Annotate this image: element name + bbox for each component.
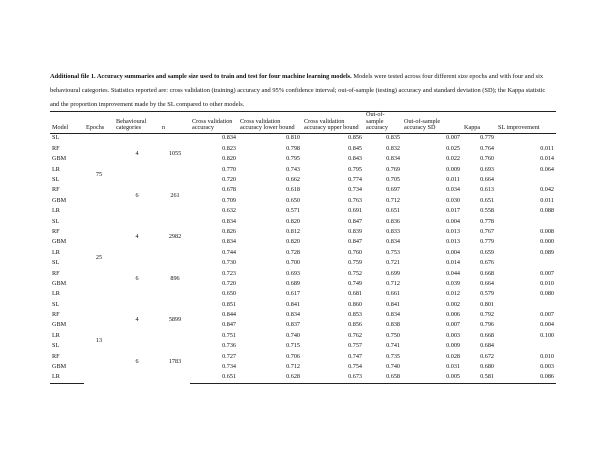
cell-cv-accuracy: 0.720 [222,176,236,183]
header-cv-accuracy: Cross validation accuracy [190,112,238,134]
cell-cv-lower: 0.812 [286,227,300,235]
cell-cv-upper: 0.747 [348,352,362,360]
cell-cv-upper: 0.856 [348,321,362,329]
cell-cv-lower: 0.820 [286,217,300,225]
cell-oos-sd: 0.034 [446,186,460,194]
cell-oos-accuracy: 0.697 [386,186,400,194]
cell-model: LR [52,207,60,215]
cell-cv-upper: 0.845 [348,144,362,152]
cell-kappa: 0.792 [480,311,494,319]
cell-oos-sd: 0.017 [446,207,460,215]
cell-oos-sd: 0.039 [446,279,460,287]
cell-cv-lower: 0.795 [286,155,300,163]
cell-kappa: 0.672 [480,352,494,360]
cell-categories: 6 [135,358,139,366]
cell-oos-sd: 0.022 [446,155,460,163]
cell-model: GBM [52,279,67,287]
cell-model: SL [52,176,60,183]
cell-model: RF [52,352,60,360]
cell-cv-upper: 0.774 [348,176,362,183]
header-n: n [160,112,190,134]
cell-cv-accuracy: 0.651 [190,372,238,383]
header-cv-lower: Cross validation accuracy lower bound [238,112,302,134]
cell-kappa: 0.664 [480,176,494,183]
cell-kappa: 0.558 [480,207,494,215]
cell-model: SL [52,259,60,267]
cell-oos-accuracy: 0.651 [386,207,400,215]
caption-text: Models were tested across four different size epochs and with four and six behavioural categories. Statistics reported are: cross validation (training) accuracy and 95% confidence interval; out-of-sample (testing) accuracy and standard deviation (SD); the Kappa statistic and the proportion improvement made by the SL compared to other models. [50,73,546,108]
cell-cv-lower: 0.628 [238,372,302,383]
cell-model: GBM [52,155,67,163]
cell-cv-accuracy: 0.820 [222,155,236,163]
cell-sl-improvement [496,175,556,185]
cell-cv-lower: 0.837 [286,321,300,329]
cell-cv-accuracy: 0.730 [222,259,236,267]
cell-cv-upper: 0.754 [348,363,362,371]
cell-cv-upper: 0.757 [348,342,362,350]
cell-cv-accuracy: 0.834 [222,134,236,142]
cell-sl-improvement: 0.086 [496,372,556,383]
cell-cv-upper: 0.847 [348,217,362,225]
accuracy-table [50,111,556,384]
cell-cv-lower: 0.743 [286,165,300,173]
cell-cv-accuracy: 0.844 [222,311,236,319]
cell-cv-lower: 0.571 [286,207,300,215]
cell-cv-accuracy: 0.632 [222,207,236,215]
cell-categories: 4 [135,150,139,158]
header-epochs: Epochs [84,112,114,134]
cell-model: GBM [52,363,67,371]
cell-model: LR [52,331,60,339]
cell-sl-improvement: 0.008 [540,227,554,235]
cell-oos-accuracy: 0.832 [386,144,400,152]
cell-cv-accuracy: 0.847 [222,321,236,329]
cell-categories: 6 [135,191,139,199]
table-row [50,133,556,144]
cell-oos-sd: 0.014 [446,259,460,267]
cell-model: LR [50,372,84,383]
cell-n: 5899 [168,316,182,324]
cell-model: GBM [52,196,67,204]
cell-sl-improvement [496,258,556,268]
cell-oos-accuracy: 0.753 [386,248,400,256]
cell-cv-lower: 0.820 [286,238,300,246]
cell-epochs: 25 [95,253,103,261]
cell-oos-accuracy: 0.838 [386,321,400,329]
cell-kappa: 0.668 [480,331,494,339]
cell-model: LR [52,290,60,298]
header-sl-improvement: SL improvement [496,112,556,134]
cell-oos-accuracy: 0.740 [386,363,400,371]
cell-cv-upper: 0.752 [348,269,362,277]
cell-cv-upper: 0.760 [348,248,362,256]
cell-sl-improvement: 0.011 [540,196,554,204]
cell-cv-upper: 0.843 [348,155,362,163]
table-body [50,133,556,383]
cell-sl-improvement: 0.003 [540,363,554,371]
table-row [50,217,556,227]
cell-oos-accuracy: 0.836 [386,217,400,225]
table-row [50,258,556,268]
cell-categories: 4 [135,316,139,324]
cell-kappa: 0.693 [480,165,494,173]
cell-cv-upper: 0.853 [348,311,362,319]
cell-sl-improvement: 0.088 [540,207,554,215]
cell-cv-accuracy: 0.650 [222,290,236,298]
cell-sl-improvement: 0.007 [540,269,554,277]
cell-kappa: 0.664 [480,279,494,287]
cell-sl-improvement: 0.064 [540,165,554,173]
cell-cv-lower: 0.618 [286,186,300,194]
cell-cv-lower: 0.662 [286,176,300,183]
table-row [50,300,556,310]
cell-oos-sd: 0.009 [446,165,460,173]
header-model: Model [50,112,84,134]
cell-oos-sd: 0.030 [446,196,460,204]
cell-kappa: 0.668 [480,269,494,277]
cell-model: LR [52,165,60,173]
cell-kappa: 0.613 [480,186,494,194]
cell-oos-accuracy: 0.661 [386,290,400,298]
cell-cv-accuracy: 0.734 [222,363,236,371]
cell-cv-upper: 0.795 [348,165,362,173]
cell-oos-sd: 0.002 [446,300,460,308]
cell-n: 1055 [168,150,182,158]
cell-sl-improvement [496,300,556,310]
header-oos-accuracy: Out-of-sample accuracy [364,112,402,134]
cell-cv-upper: 0.673 [302,372,364,383]
cell-cv-upper: 0.759 [348,259,362,267]
cell-cv-accuracy: 0.834 [222,217,236,225]
cell-sl-improvement: 0.011 [540,144,554,152]
cell-kappa: 0.680 [480,363,494,371]
cell-oos-sd: 0.004 [446,248,460,256]
cell-oos-accuracy: 0.834 [386,238,400,246]
cell-cv-lower: 0.810 [286,134,300,142]
cell-kappa: 0.764 [480,144,494,152]
cell-epochs: 75 [95,170,103,178]
cell-oos-accuracy: 0.712 [386,279,400,287]
cell-cv-accuracy: 0.723 [222,269,236,277]
cell-kappa: 0.684 [480,342,494,350]
cell-model: RF [52,269,60,277]
cell-sl-improvement: 0.089 [540,248,554,256]
cell-kappa: 0.779 [480,134,494,142]
cell-sl-improvement: 0.010 [540,279,554,287]
cell-cv-accuracy: 0.744 [222,248,236,256]
cell-categories: 4 [135,233,139,241]
cell-n: 896 [170,274,180,282]
cell-model: GBM [52,238,67,246]
cell-oos-sd: 0.007 [446,134,460,142]
cell-oos-sd: 0.003 [446,331,460,339]
cell-cv-lower: 0.689 [286,279,300,287]
cell-oos-sd: 0.013 [446,227,460,235]
cell-oos-accuracy: 0.699 [386,269,400,277]
cell-cv-lower: 0.617 [286,290,300,298]
cell-cv-accuracy: 0.823 [222,144,236,152]
cell-oos-accuracy: 0.769 [386,165,400,173]
cell-cv-lower: 0.700 [286,259,300,267]
cell-oos-sd: 0.011 [446,176,460,183]
cell-kappa: 0.801 [480,300,494,308]
cell-model: SL [52,217,60,225]
cell-sl-improvement [496,341,556,351]
cell-oos-accuracy: 0.721 [386,259,400,267]
cell-oos-accuracy: 0.705 [386,176,400,183]
cell-cv-upper: 0.839 [348,227,362,235]
cell-oos-accuracy: 0.658 [364,372,402,383]
caption-title: Additional file 1. Accuracy summaries and sample size used to train and test for four machine learning models. [50,73,352,80]
cell-sl-improvement [496,133,556,144]
cell-oos-sd: 0.012 [446,290,460,298]
cell-model: RF [52,227,60,235]
cell-sl-improvement: 0.080 [540,290,554,298]
cell-oos-accuracy: 0.741 [386,342,400,350]
cell-model: GBM [52,321,67,329]
cell-sl-improvement: 0.000 [540,238,554,246]
header-oos-sd: Out-of-sample accuracy SD [402,112,462,134]
cell-cv-upper: 0.762 [348,331,362,339]
cell-cv-accuracy: 0.770 [222,165,236,173]
cell-cv-lower: 0.728 [286,248,300,256]
cell-cv-accuracy: 0.678 [222,186,236,194]
cell-kappa: 0.760 [480,155,494,163]
cell-cv-accuracy: 0.720 [222,279,236,287]
cell-cv-upper: 0.681 [348,290,362,298]
cell-oos-accuracy: 0.712 [386,196,400,204]
cell-sl-improvement [496,217,556,227]
cell-kappa: 0.779 [480,238,494,246]
header-kappa: Kappa [462,112,496,134]
cell-kappa: 0.676 [480,259,494,267]
cell-model: RF [52,311,60,319]
cell-n: 261 [170,191,180,199]
cell-oos-sd: 0.044 [446,269,460,277]
cell-oos-accuracy: 0.735 [386,352,400,360]
cell-sl-improvement: 0.100 [540,331,554,339]
cell-oos-sd: 0.009 [446,342,460,350]
cell-cv-accuracy: 0.736 [222,342,236,350]
cell-oos-accuracy: 0.834 [386,155,400,163]
cell-cv-upper: 0.734 [348,186,362,194]
cell-cv-upper: 0.749 [348,279,362,287]
cell-model: LR [52,248,60,256]
cell-cv-accuracy: 0.751 [222,331,236,339]
cell-sl-improvement: 0.042 [540,186,554,194]
cell-oos-sd: 0.004 [446,217,460,225]
cell-oos-sd: 0.013 [446,238,460,246]
cell-cv-accuracy: 0.727 [222,352,236,360]
cell-cv-lower: 0.693 [286,269,300,277]
header-cv-upper: Cross validation accuracy upper bound [302,112,364,134]
cell-cv-accuracy: 0.851 [222,300,236,308]
cell-oos-accuracy: 0.835 [386,134,400,142]
cell-oos-accuracy: 0.833 [386,227,400,235]
cell-cv-upper: 0.860 [348,300,362,308]
cell-kappa: 0.796 [480,321,494,329]
cell-kappa: 0.659 [480,248,494,256]
cell-cv-lower: 0.740 [286,331,300,339]
cell-oos-accuracy: 0.750 [386,331,400,339]
cell-sl-improvement: 0.014 [540,155,554,163]
cell-oos-sd: 0.005 [402,372,462,383]
cell-cv-accuracy: 0.826 [222,227,236,235]
cell-model: SL [52,342,60,350]
cell-oos-sd: 0.028 [446,352,460,360]
cell-kappa: 0.579 [480,290,494,298]
cell-cv-upper: 0.763 [348,196,362,204]
table-row [50,175,556,185]
cell-kappa: 0.767 [480,227,494,235]
cell-n: 1783 [168,358,182,366]
cell-epochs: 13 [95,337,103,345]
cell-cv-lower: 0.798 [286,144,300,152]
cell-sl-improvement: 0.007 [540,311,554,319]
cell-cv-lower: 0.706 [286,352,300,360]
cell-kappa: 0.651 [480,196,494,204]
cell-model: SL [52,300,60,308]
cell-cv-lower: 0.712 [286,363,300,371]
cell-oos-accuracy: 0.841 [386,300,400,308]
cell-model: RF [52,186,60,194]
cell-model: SL [52,134,60,142]
cell-oos-sd: 0.007 [446,321,460,329]
header-categories: Behavioural categories [114,112,160,134]
cell-kappa: 0.778 [480,217,494,225]
cell-oos-accuracy: 0.834 [386,311,400,319]
cell-kappa: 0.581 [462,372,496,383]
cell-cv-accuracy: 0.709 [222,196,236,204]
cell-cv-lower: 0.650 [286,196,300,204]
cell-model: RF [52,144,60,152]
cell-cv-lower: 0.715 [286,342,300,350]
cell-n: 2982 [168,233,182,241]
cell-cv-lower: 0.834 [286,311,300,319]
cell-sl-improvement: 0.004 [540,321,554,329]
cell-cv-upper: 0.847 [348,238,362,246]
cell-cv-lower: 0.841 [286,300,300,308]
cell-oos-sd: 0.025 [446,144,460,152]
cell-oos-sd: 0.006 [446,311,460,319]
cell-categories: 6 [135,274,139,282]
header-row [50,112,556,134]
cell-oos-sd: 0.031 [446,363,460,371]
cell-cv-upper: 0.856 [348,134,362,142]
cell-cv-upper: 0.691 [348,207,362,215]
table-caption [50,70,556,111]
cell-cv-accuracy: 0.834 [222,238,236,246]
table-row [50,341,556,351]
cell-sl-improvement: 0.010 [540,352,554,360]
